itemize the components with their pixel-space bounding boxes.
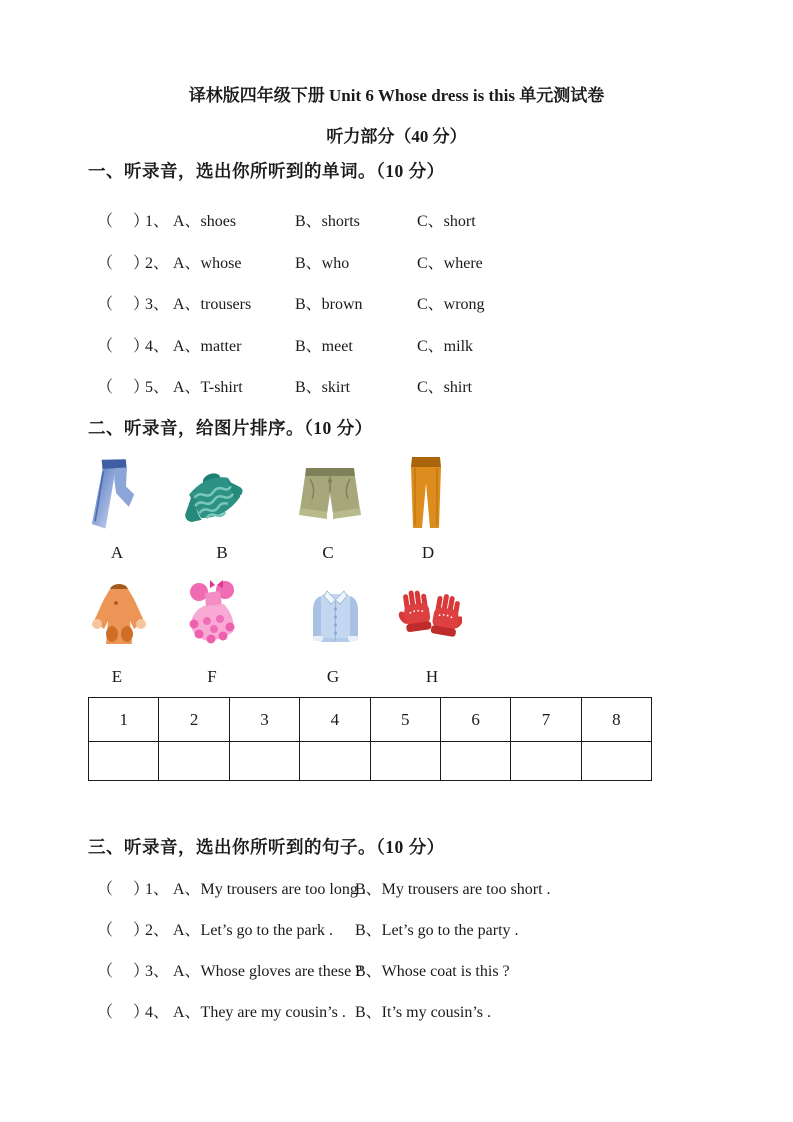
dress-image — [182, 578, 242, 646]
table-header-cell: 6 — [440, 698, 510, 742]
option-b: B、meet — [295, 337, 353, 355]
shirt-image — [308, 584, 363, 646]
section1-heading: 一、听录音，选出你所听到的单词。（10 分） — [88, 161, 445, 181]
table-header-cell: 3 — [229, 698, 299, 742]
answer-blank[interactable]: （ ） — [97, 1004, 152, 1021]
option-b: B、shorts — [295, 213, 360, 230]
image-label-a: A — [110, 543, 124, 562]
question-number: 5、 — [145, 379, 170, 396]
sweater-image — [176, 460, 244, 528]
table-answer-cell[interactable] — [370, 742, 440, 781]
question-number: 2、 — [145, 922, 170, 939]
image-label-d: D — [421, 543, 435, 562]
table-answer-cell[interactable] — [511, 742, 581, 781]
question-number: 4、 — [145, 337, 170, 355]
question-row — [97, 377, 485, 399]
jeans-image — [88, 455, 136, 535]
question-row — [97, 961, 551, 983]
option-a: A、My trousers are too long . — [173, 881, 366, 898]
answer-blank[interactable]: （ ） — [97, 213, 152, 230]
answer-blank[interactable]: （ ） — [97, 881, 152, 898]
table-answer-cell[interactable] — [440, 742, 510, 781]
coat-image — [90, 581, 148, 651]
answer-blank[interactable]: （ ） — [97, 296, 152, 313]
gloves-image — [398, 589, 462, 645]
option-c: C、where — [417, 254, 483, 272]
section2-heading: 二、听录音，给图片排序。（10 分） — [88, 418, 373, 438]
table-header-cell: 5 — [370, 698, 440, 742]
image-label-h: H — [425, 667, 439, 686]
table-header-row — [89, 698, 652, 742]
option-c: C、wrong — [417, 296, 485, 313]
question-row — [97, 294, 485, 316]
table-header-cell: 8 — [581, 698, 651, 742]
option-b: B、Let’s go to the party . — [355, 922, 519, 939]
option-c: C、shirt — [417, 379, 473, 396]
question-number: 1、 — [145, 881, 170, 898]
image-label-g: G — [326, 667, 340, 686]
table-header-cell: 2 — [159, 698, 229, 742]
table-answer-cell[interactable] — [159, 742, 229, 781]
answer-blank[interactable]: （ ） — [97, 379, 152, 396]
option-b: B、My trousers are too short . — [355, 881, 551, 898]
question-number: 3、 — [145, 963, 170, 980]
table-header-cell: 7 — [511, 698, 581, 742]
option-b: B、skirt — [295, 379, 351, 396]
page-title: 译林版四年级下册 Unit 6 Whose dress is this 单元测试卷 — [188, 86, 605, 105]
table-answer-cell[interactable] — [89, 742, 159, 781]
option-a: A、matter — [173, 337, 242, 355]
image-label-c: C — [322, 543, 334, 562]
option-b: B、brown — [295, 296, 363, 313]
section3-question-list — [97, 879, 551, 1043]
question-row — [97, 211, 485, 233]
question-row — [97, 879, 551, 901]
answer-table — [88, 697, 652, 781]
option-b: B、It’s my cousin’s . — [355, 1004, 492, 1021]
section3-heading: 三、听录音，选出你所听到的句子。（10 分） — [88, 837, 445, 857]
question-number: 1、 — [145, 213, 170, 230]
option-a: A、T-shirt — [173, 379, 243, 396]
table-answer-cell[interactable] — [581, 742, 651, 781]
table-header-cell: 1 — [89, 698, 159, 742]
table-answer-row — [89, 742, 652, 781]
section1-question-list — [97, 211, 485, 419]
image-label-e: E — [111, 667, 123, 686]
part-heading: 听力部分（40 分） — [326, 127, 467, 146]
table-answer-cell[interactable] — [229, 742, 299, 781]
option-b: B、Whose coat is this ? — [355, 963, 510, 980]
option-a: A、trousers — [173, 296, 252, 313]
image-label-f: F — [207, 667, 217, 686]
trousers-image — [407, 455, 445, 533]
option-a: A、Let’s go to the park . — [173, 922, 333, 939]
option-a: A、shoes — [173, 213, 237, 230]
table-header-cell: 4 — [300, 698, 370, 742]
answer-blank[interactable]: （ ） — [97, 337, 152, 355]
answer-blank[interactable]: （ ） — [97, 922, 152, 939]
question-row — [97, 920, 551, 942]
option-b: B、who — [295, 254, 350, 272]
answer-blank[interactable]: （ ） — [97, 254, 152, 272]
question-row — [97, 1002, 551, 1024]
option-a: A、whose — [173, 254, 242, 272]
question-row — [97, 253, 485, 275]
option-a: A、They are my cousin’s . — [173, 1004, 346, 1021]
question-row — [97, 336, 485, 358]
shorts-image — [299, 464, 361, 522]
table-answer-cell[interactable] — [300, 742, 370, 781]
question-number: 2、 — [145, 254, 170, 272]
answer-blank[interactable]: （ ） — [97, 963, 152, 980]
option-c: C、short — [417, 213, 476, 230]
question-number: 4、 — [145, 1004, 170, 1021]
image-label-b: B — [216, 543, 228, 562]
question-number: 3、 — [145, 296, 170, 313]
option-c: C、milk — [417, 337, 474, 355]
option-a: A、Whose gloves are these ? — [173, 963, 363, 980]
